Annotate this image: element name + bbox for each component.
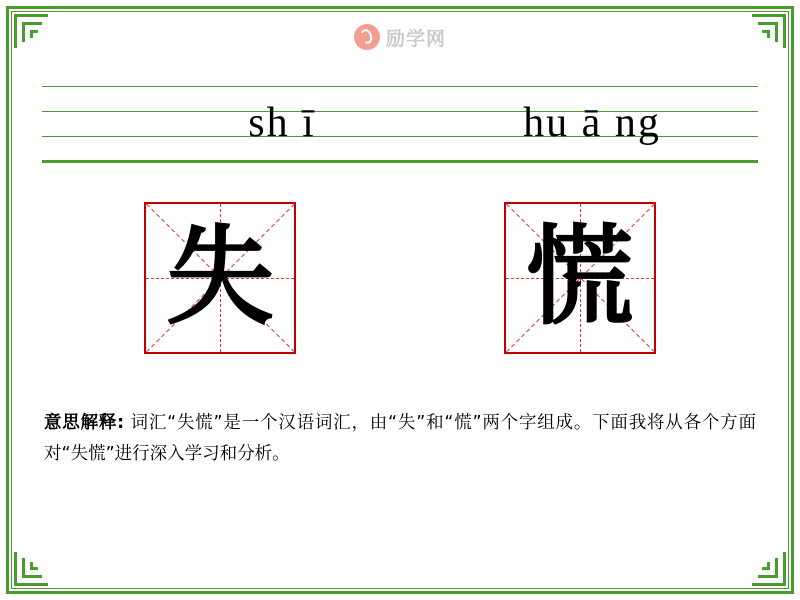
pinyin-syllable-2: hu ā ng [523, 100, 661, 146]
flame-circle-icon [354, 24, 380, 50]
character-glyph-2: 慌 [525, 215, 634, 340]
corner-ornament-bottom-left [14, 550, 50, 586]
explanation-body: 词汇“失慌”是一个汉语词汇，由“失”和“慌”两个字组成。下面我将从各个方面对“失慌”进行深入学习和分析。 [44, 413, 756, 464]
pinyin-syllable-1: sh ī [248, 100, 316, 146]
watermark-label: 励学网 [385, 27, 446, 50]
corner-ornament-bottom-right [750, 550, 786, 586]
explanation-label: 意思解释: [44, 413, 125, 433]
staff-line-4 [42, 160, 758, 163]
pinyin-staff [42, 86, 758, 162]
character-grid-2 [504, 202, 656, 354]
character-glyph-1: 失 [165, 215, 274, 340]
explanation-block [44, 408, 756, 469]
watermark [0, 16, 800, 58]
character-grid-1 [144, 202, 296, 354]
